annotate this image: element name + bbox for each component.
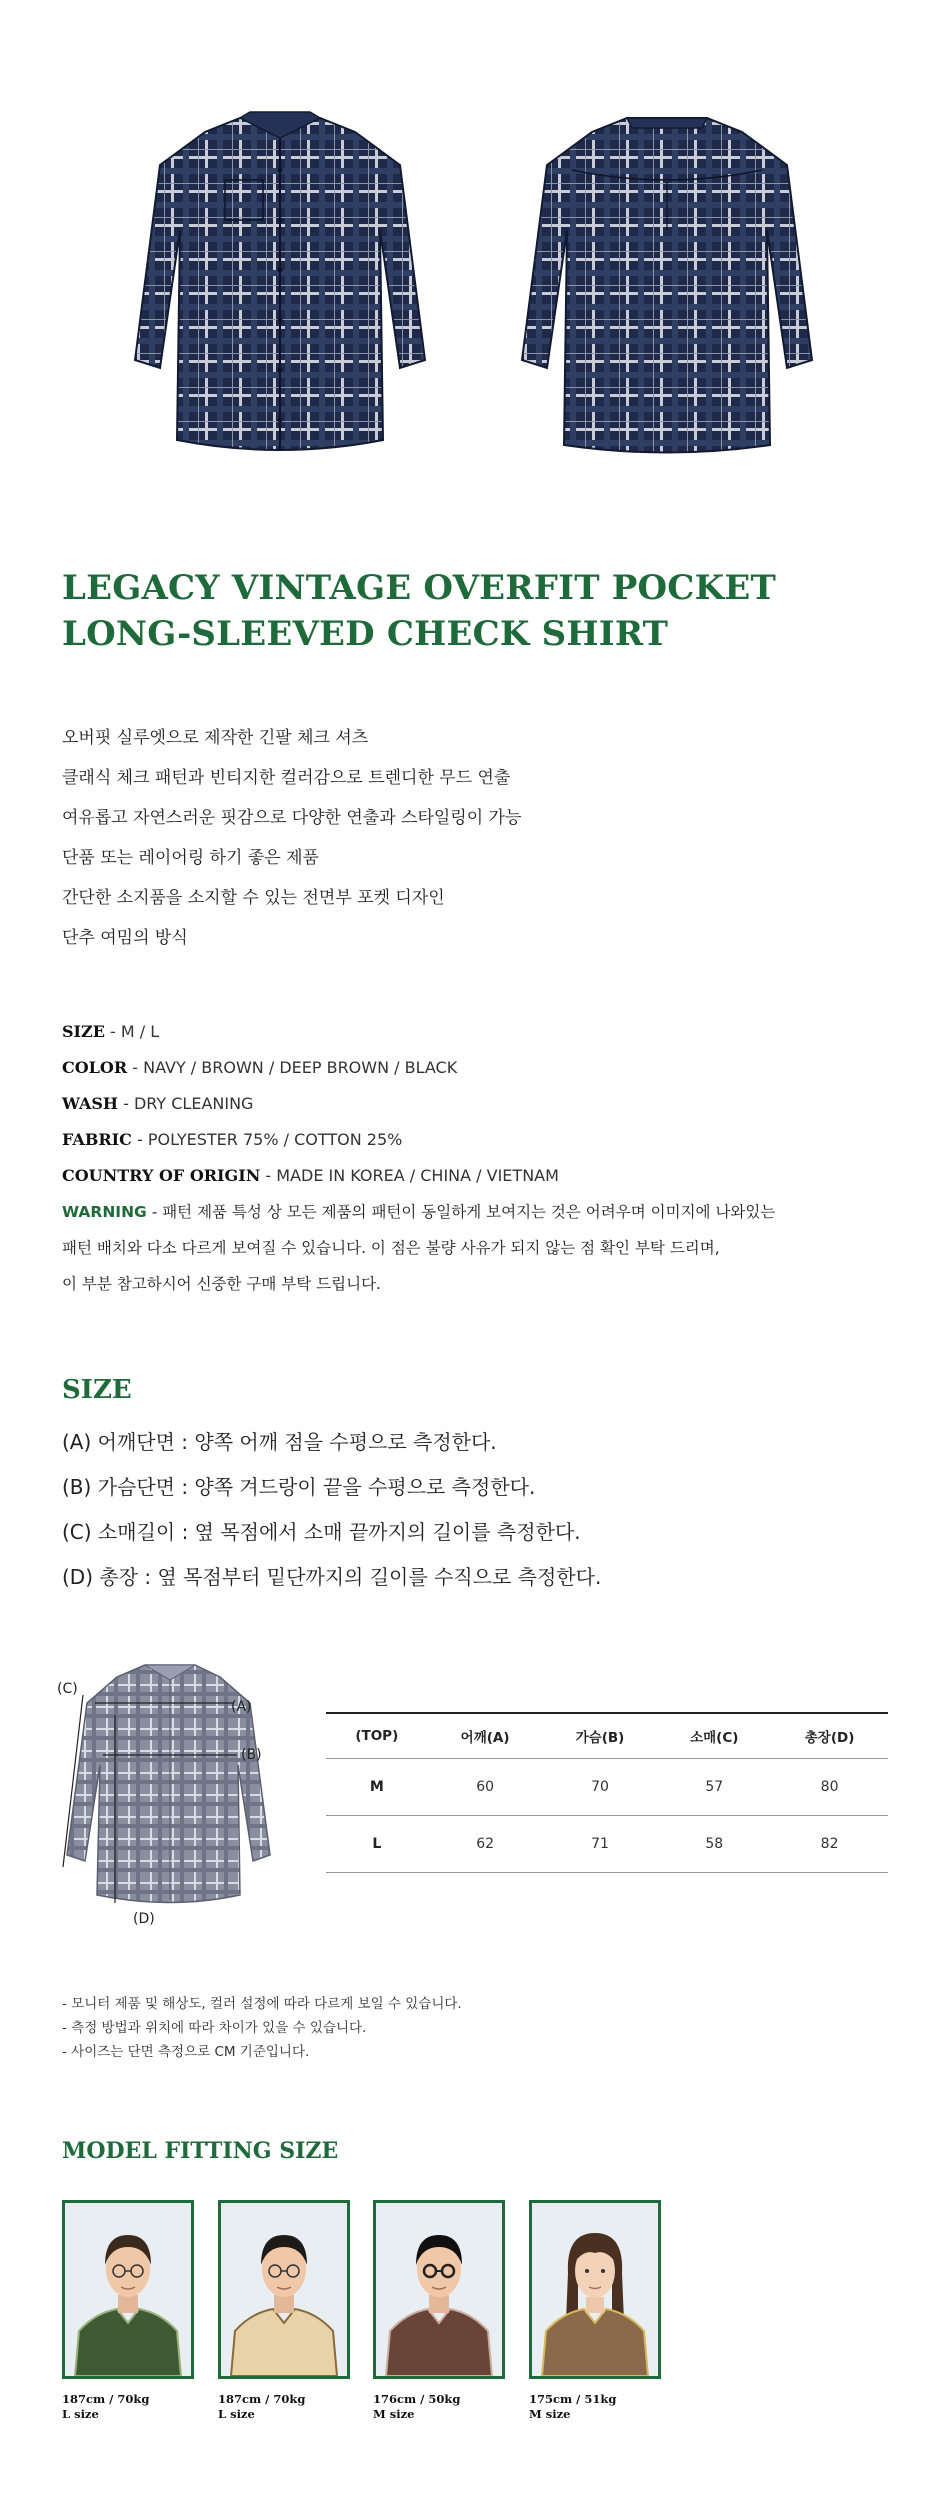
model-photo <box>373 2200 505 2379</box>
model-card <box>62 2200 194 2422</box>
product-title <box>62 565 776 657</box>
model-measure: 187cm / 70kg <box>218 2392 306 2406</box>
description-line: 여유롭고 자연스러운 핏감으로 다양한 연출과 스타일링이 가능 <box>62 808 522 828</box>
column-header: 총장(D) <box>771 1713 888 1759</box>
model-fitting-heading: MODEL FITTING SIZE <box>62 2138 339 2164</box>
spec-fabric: FABRIC - POLYESTER 75% / COTTON 25% <box>62 1130 403 1149</box>
measure-item: (A) 어깨단면 : 양쪽 어깨 점을 수평으로 측정한다. <box>62 1430 497 1454</box>
model-caption <box>218 2392 350 2422</box>
diagram-label-c: (C) <box>57 1681 78 1697</box>
column-header: 가슴(B) <box>543 1713 658 1759</box>
model-card <box>529 2200 661 2422</box>
note-item: - 측정 방법과 위치에 따라 차이가 있을 수 있습니다. <box>62 2020 367 2036</box>
diagram-label-d: (D) <box>133 1911 155 1927</box>
note-item: - 모니터 제품 및 해상도, 컬러 설정에 따라 다르게 보일 수 있습니다. <box>62 1996 462 2012</box>
diagram-label-a: (A) <box>231 1699 252 1715</box>
spec-color: COLOR - NAVY / BROWN / DEEP BROWN / BLACK <box>62 1058 458 1077</box>
product-title-line2: LONG-SLEEVED CHECK SHIRT <box>62 614 669 654</box>
description-line: 클래식 체크 패턴과 빈티지한 컬러감으로 트렌디한 무드 연출 <box>62 768 511 788</box>
size-heading: SIZE <box>62 1375 132 1405</box>
model-photo <box>529 2200 661 2379</box>
table-cell: 62 <box>428 1816 543 1873</box>
model-caption <box>62 2392 194 2422</box>
product-description <box>62 718 521 958</box>
spec-origin: COUNTRY OF ORIGIN - MADE IN KOREA / CHINA / VIETNAM <box>62 1166 559 1185</box>
table-cell: 71 <box>543 1816 658 1873</box>
description-line: 단품 또는 레이어링 하기 좋은 제품 <box>62 848 319 868</box>
warning-label: WARNING <box>62 1203 147 1221</box>
measure-item: (C) 소매길이 : 옆 목점에서 소매 끝까지의 길이를 측정한다. <box>62 1520 581 1544</box>
description-line: 간단한 소지품을 소지할 수 있는 전면부 포켓 디자인 <box>62 888 445 908</box>
size-table-header <box>326 1713 888 1759</box>
warning-line3: 이 부분 참고하시어 신중한 구매 부탁 드립니다. <box>62 1275 381 1293</box>
table-cell: 82 <box>771 1816 888 1873</box>
warning-line1: - 패턴 제품 특성 상 모든 제품의 패턴이 동일하게 보여지는 것은 어려우며 이미지에 나와있는 <box>146 1203 776 1221</box>
spec-wash: WASH - DRY CLEANING <box>62 1094 254 1113</box>
model-figure <box>376 2203 502 2376</box>
table-row <box>326 1759 888 1816</box>
model-size: M size <box>373 2407 415 2421</box>
model-figure <box>532 2203 658 2376</box>
column-header: 어깨(A) <box>428 1713 543 1759</box>
table-cell: 58 <box>657 1816 771 1873</box>
model-measure: 175cm / 51kg <box>529 2392 617 2406</box>
model-photo <box>62 2200 194 2379</box>
shirt-back-image <box>512 110 822 465</box>
model-measure: 187cm / 70kg <box>62 2392 150 2406</box>
model-size: M size <box>529 2407 571 2421</box>
measure-guide <box>62 1420 601 1600</box>
model-caption <box>373 2392 505 2422</box>
size-notes <box>62 1992 462 2064</box>
note-item: - 사이즈는 단면 측정으로 CM 기준입니다. <box>62 2044 310 2060</box>
size-label: L <box>326 1816 428 1873</box>
description-line: 단추 여밈의 방식 <box>62 928 188 948</box>
column-header: 소매(C) <box>657 1713 771 1759</box>
model-card <box>218 2200 350 2422</box>
column-header: (TOP) <box>326 1713 428 1759</box>
model-size: L size <box>62 2407 99 2421</box>
size-label: M <box>326 1759 428 1816</box>
warning-notice <box>62 1194 902 1302</box>
warning-line2: 패턴 배치와 다소 다르게 보여질 수 있습니다. 이 점은 불량 사유가 되지 않는 점 확인 부탁 드리며, <box>62 1239 720 1257</box>
description-line: 오버핏 실루엣으로 제작한 긴팔 체크 셔츠 <box>62 728 369 748</box>
table-cell: 70 <box>543 1759 658 1816</box>
model-photo <box>218 2200 350 2379</box>
model-card <box>373 2200 505 2422</box>
size-table <box>326 1712 888 1873</box>
table-row <box>326 1816 888 1873</box>
model-figure <box>221 2203 347 2376</box>
model-measure: 176cm / 50kg <box>373 2392 461 2406</box>
model-figure <box>65 2203 191 2376</box>
product-specs <box>62 1014 902 1302</box>
product-title-line1: LEGACY VINTAGE OVERFIT POCKET <box>62 568 776 608</box>
measure-item: (B) 가슴단면 : 양쪽 겨드랑이 끝을 수평으로 측정한다. <box>62 1475 536 1499</box>
measure-item: (D) 총장 : 옆 목점부터 밑단까지의 길이를 수직으로 측정한다. <box>62 1565 602 1589</box>
model-caption <box>529 2392 661 2422</box>
shirt-front-image <box>125 110 435 465</box>
model-size: L size <box>218 2407 255 2421</box>
table-cell: 60 <box>428 1759 543 1816</box>
table-cell: 80 <box>771 1759 888 1816</box>
diagram-label-b: (B) <box>241 1747 262 1763</box>
spec-size: SIZE - M / L <box>62 1022 160 1041</box>
size-diagram <box>55 1655 285 1930</box>
table-cell: 57 <box>657 1759 771 1816</box>
